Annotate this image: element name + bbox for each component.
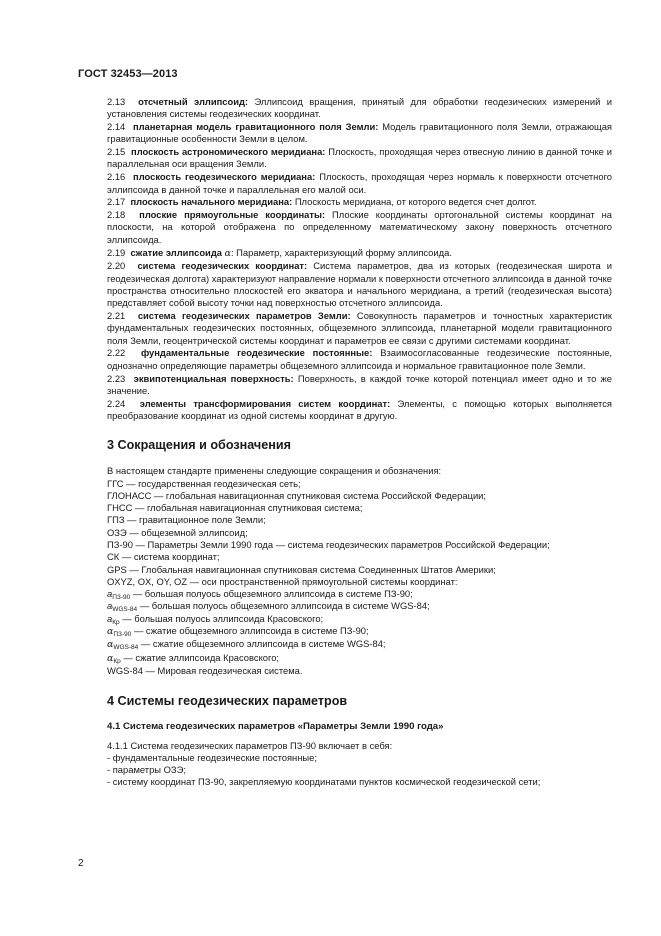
definitions-list bbox=[107, 96, 612, 422]
definition-item bbox=[107, 146, 612, 171]
section-4-list bbox=[107, 740, 612, 789]
symbol-subscript: ПЗ-90 bbox=[112, 594, 131, 602]
symbol-item bbox=[107, 600, 612, 612]
document-body bbox=[107, 96, 612, 789]
symbol-text: — сжатие эллипсоида Красовского; bbox=[120, 651, 280, 663]
symbol-subscript: Кр bbox=[113, 657, 121, 665]
list-item: - систему координат ПЗ-90, закрепляемую координатами пунктов космической геодезической сети; bbox=[107, 776, 541, 788]
list-item: ГГС — государственная геодезическая сеть; bbox=[107, 477, 301, 489]
definition-item bbox=[107, 398, 612, 423]
definition-term: элементы трансформирования систем координат: bbox=[139, 397, 391, 409]
list-item: OXYZ, OX, OY, OZ — оси пространственной прямоугольной системы координат: bbox=[107, 575, 458, 587]
symbol-text: — большая полуось эллипсоида Красовского; bbox=[119, 612, 324, 624]
paragraph-4-1-1: 4.1.1 Система геодезических параметров ПЗ-90 включает в себя: bbox=[107, 739, 393, 751]
symbol-item bbox=[107, 613, 612, 625]
definition-number: 2.19 bbox=[107, 246, 126, 258]
definition-text: Совокупность параметров и точностных характеристик фундаментальных геодезических постоянных, общеземного эллипсоида, планетарной модели гравитационного поля Земли, геоцентрической системы координат и параметров ее связи с другими системами координат. bbox=[107, 310, 612, 346]
symbol-text: — большая полуось общеземного эллипсоида в системе WGS-84; bbox=[137, 600, 430, 612]
symbol-text: — большая полуось общеземного эллипсоида в системе ПЗ-90; bbox=[130, 588, 413, 600]
definition-number: 2.24 bbox=[107, 397, 126, 409]
definition-number: 2.15 bbox=[107, 146, 126, 158]
definition-number: 2.20 bbox=[107, 260, 126, 272]
definition-text: Эллипсоид вращения, принятый для обработки геодезических измерений и установления системы геодезических координат. bbox=[107, 96, 612, 120]
symbol-item bbox=[107, 638, 612, 651]
definition-item bbox=[107, 121, 612, 146]
definition-number: 2.13 bbox=[107, 96, 126, 107]
symbol-subscript: WGS-84 bbox=[112, 606, 138, 614]
definition-term: плоские прямоугольные координаты: bbox=[139, 209, 326, 221]
symbol-char: α bbox=[107, 652, 114, 664]
definition-term: фундаментальные геодезические постоянные: bbox=[140, 347, 373, 359]
definition-item bbox=[107, 260, 612, 309]
list-item: - фундаментальные геодезические постоянные; bbox=[107, 751, 317, 763]
list-item: СК — система координат; bbox=[107, 551, 220, 563]
symbol-item bbox=[107, 588, 612, 600]
list-item: ГНСС — глобальная навигационная спутниковая система; bbox=[107, 502, 363, 514]
definition-number: 2.16 bbox=[107, 171, 126, 183]
definition-item bbox=[107, 373, 612, 398]
list-item: - параметры ОЗЭ; bbox=[107, 764, 186, 776]
definition-item bbox=[107, 310, 612, 347]
symbol-subscript: Кр bbox=[112, 618, 120, 626]
list-item: ГЛОНАСС — глобальная навигационная спутниковая система Российской Федерации; bbox=[107, 489, 487, 501]
definition-number: 2.22 bbox=[107, 347, 126, 359]
abbreviations-list bbox=[107, 465, 612, 677]
definition-term: система геодезических координат: bbox=[137, 260, 308, 272]
definition-term: плоскость геодезического меридиана: bbox=[133, 171, 316, 183]
list-item: WGS-84 — Мировая геодезическая система. bbox=[107, 664, 303, 676]
symbol-text: — сжатие общеземного эллипсоида в системе WGS-84; bbox=[138, 638, 386, 650]
definition-text: Плоскость, проходящая через отвесную линию в данной точке и параллельная оси вращения Земли. bbox=[107, 146, 613, 170]
abbreviations-intro: В настоящем стандарте применены следующие сокращения и обозначения: bbox=[107, 465, 442, 477]
definition-text: Модель гравитационного поля Земли, отражающая гравитационные особенности Земли в целом. bbox=[107, 121, 612, 145]
definition-item bbox=[107, 209, 612, 246]
definition-term: плоскость начального меридиана: bbox=[130, 196, 293, 208]
definition-term: плоскость астрономического меридиана: bbox=[131, 146, 326, 158]
list-item: ГПЗ — гравитационное поле Земли; bbox=[107, 514, 266, 526]
symbol-item bbox=[107, 652, 612, 665]
section-3-heading: 3 Сокращения и обозначения bbox=[107, 438, 291, 453]
definition-number: 2.17 bbox=[107, 196, 126, 208]
definition-term: эквипотенциальная поверхность: bbox=[133, 372, 294, 384]
definition-item bbox=[107, 196, 612, 208]
symbol-char: a bbox=[107, 588, 113, 600]
definition-number: 2.23 bbox=[107, 372, 126, 384]
definition-text: Взаимосогласованные геодезические постоянные, однозначно определяющие параметры общеземного эллипсоида и нормальное гравитационное поле Земли. bbox=[107, 347, 613, 371]
definition-number: 2.14 bbox=[107, 121, 126, 133]
symbol-char: a bbox=[107, 600, 113, 612]
definition-number: 2.21 bbox=[107, 310, 126, 322]
definition-text: : Параметр, характеризующий форму эллипсоида. bbox=[230, 246, 452, 258]
definition-item bbox=[107, 347, 612, 372]
page-number: 2 bbox=[78, 858, 84, 869]
definition-number: 2.18 bbox=[107, 209, 126, 221]
definition-text: Поверхность, в каждой точке которой потенциал имеет одно и то же значение. bbox=[107, 372, 612, 396]
definition-term: система геодезических параметров Земли: bbox=[137, 310, 351, 322]
document-header: ГОСТ 32453—2013 bbox=[78, 68, 178, 80]
symbol-subscript: ПЗ-90 bbox=[113, 631, 132, 639]
definition-text: Плоскость меридиана, от которого ведется счет долгот. bbox=[292, 196, 537, 208]
list-item: ОЗЭ — общеземной эллипсоид; bbox=[107, 526, 248, 538]
definition-text: Система параметров, два из которых (геодезическая широта и геодезическая долгота) характеризуют направление нормали к поверхности отсчетного эллипсоида в данной точке пространства относительно плоскостей его экватора и начального меридиана, а третий (геодезическая высота) представляет собой высоту точки над поверхностью отсчетного эллипсоида. bbox=[107, 260, 613, 309]
subsection-4-1-heading: 4.1 Система геодезических параметров «Параметры Земли 1990 года» bbox=[107, 721, 444, 733]
symbol-char: a bbox=[107, 612, 113, 624]
definition-text: Элементы, с помощью которых выполняется преобразование координат из одной системы координат в другую. bbox=[107, 397, 612, 421]
symbol-item bbox=[107, 625, 612, 638]
section-4-heading: 4 Системы геодезических параметров bbox=[107, 694, 348, 709]
definition-item bbox=[77, 96, 612, 121]
definition-text: Плоскость, проходящая через нормаль к поверхности отсчетного эллипсоида в данной точке и параллельная его малой оси. bbox=[107, 171, 613, 195]
symbol-char: α bbox=[107, 626, 114, 638]
symbol-text: — сжатие общеземного эллипсоида в системе ПЗ-90; bbox=[131, 625, 369, 637]
definition-term: планетарная модель гравитационного поля Земли: bbox=[132, 121, 379, 133]
list-item: GPS — Глобальная навигационная спутниковая система Соединенных Штатов Америки; bbox=[107, 563, 496, 575]
definition-text: Плоские координаты ортогональной системы координат на плоскости, на которой отображена по определенному математическому закону поверхность отсчетного эллипсоида. bbox=[107, 209, 612, 245]
alpha-symbol: α bbox=[224, 247, 231, 259]
list-item: ПЗ-90 — Параметры Земли 1990 года — система геодезических параметров Российской Федерации; bbox=[107, 539, 550, 550]
symbol-char: α bbox=[107, 639, 114, 651]
definition-term: сжатие эллипсоида bbox=[130, 246, 222, 258]
definition-item bbox=[107, 247, 612, 260]
definition-term: отсчетный эллипсоид: bbox=[138, 96, 249, 107]
definition-item bbox=[107, 171, 612, 196]
symbol-subscript: WGS-84 bbox=[113, 644, 139, 652]
